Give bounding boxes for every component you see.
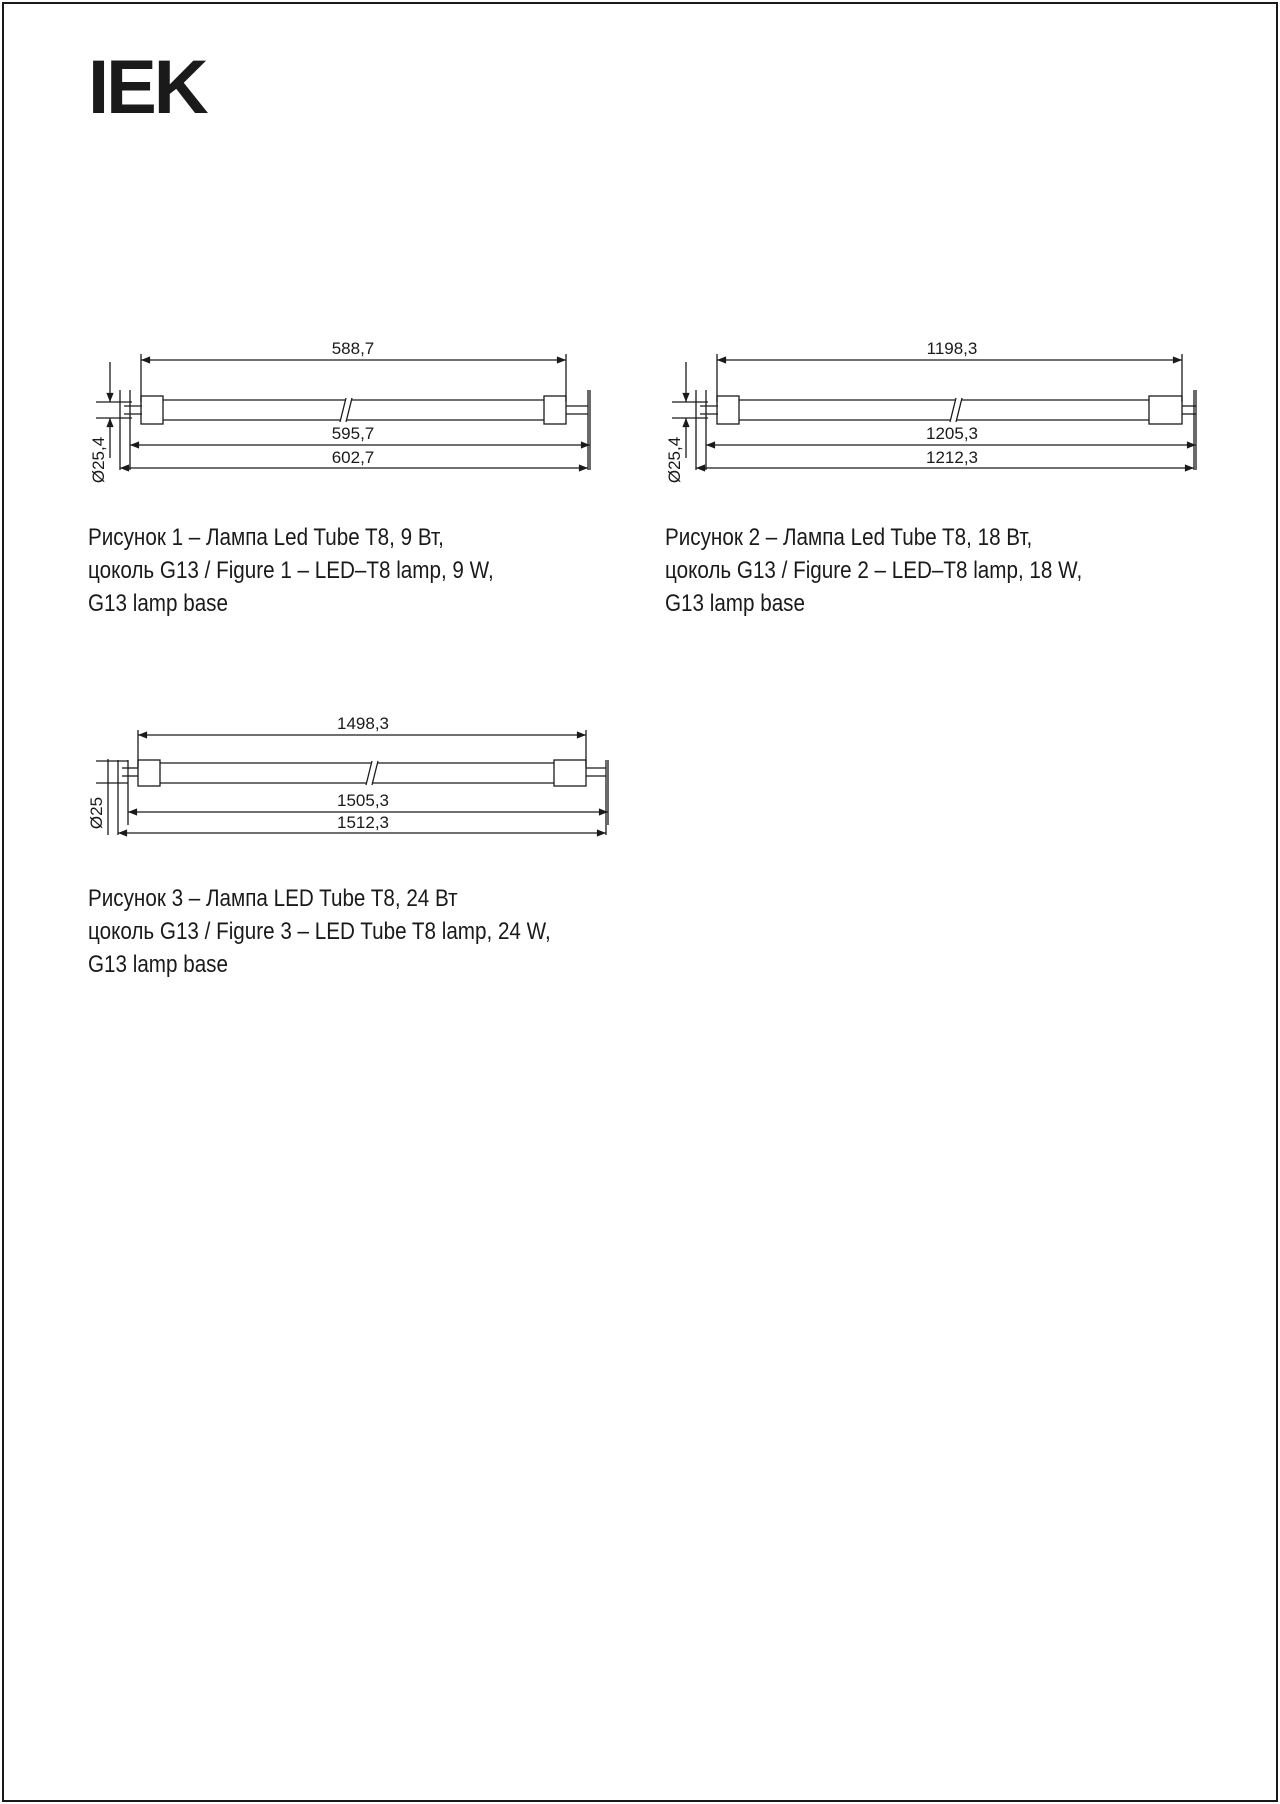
caption-line: G13 lamp base	[88, 951, 228, 978]
bottom-dimension-label: 1512,3	[337, 813, 389, 832]
lamp-drawing-1	[88, 340, 608, 500]
caption-line: цоколь G13 / Figure 2 – LED–T8 lamp, 18 W,	[665, 557, 1083, 584]
diameter-label: Ø25,4	[89, 436, 108, 484]
middle-dimension-label: 1505,3	[337, 791, 389, 810]
caption-line: G13 lamp base	[665, 590, 805, 617]
figure-caption-2	[665, 521, 1147, 620]
middle-dimension-label: 1205,3	[926, 424, 978, 443]
bottom-dimension-label: 1212,3	[926, 448, 978, 467]
figure-caption-1	[88, 521, 570, 620]
caption-line: цоколь G13 / Figure 3 – LED Tube T8 lamp, 24 W,	[88, 918, 551, 945]
diameter-label: Ø25	[87, 796, 106, 830]
caption-line: G13 lamp base	[88, 590, 228, 617]
top-dimension-label: 1198,3	[926, 339, 978, 358]
caption-line: Рисунок 2 – Лампа Led Tube T8, 18 Вт,	[665, 524, 1033, 551]
top-dimension-label: 588,7	[331, 339, 375, 358]
top-dimension-label: 1498,3	[337, 714, 389, 733]
lamp-drawing-3	[88, 705, 618, 845]
caption-line: Рисунок 1 – Лампа Led Tube T8, 9 Вт,	[88, 524, 444, 551]
diameter-label: Ø25,4	[665, 436, 684, 484]
bottom-dimension-label: 602,7	[331, 448, 375, 467]
caption-line: Рисунок 3 – Лампа LED Tube T8, 24 Вт	[88, 885, 458, 912]
middle-dimension-label: 595,7	[331, 424, 375, 443]
iek-logo: IEK	[88, 45, 206, 130]
caption-line: цоколь G13 / Figure 1 – LED–T8 lamp, 9 W,	[88, 557, 494, 584]
lamp-drawing-2	[664, 340, 1204, 500]
figure-caption-3	[88, 882, 570, 981]
